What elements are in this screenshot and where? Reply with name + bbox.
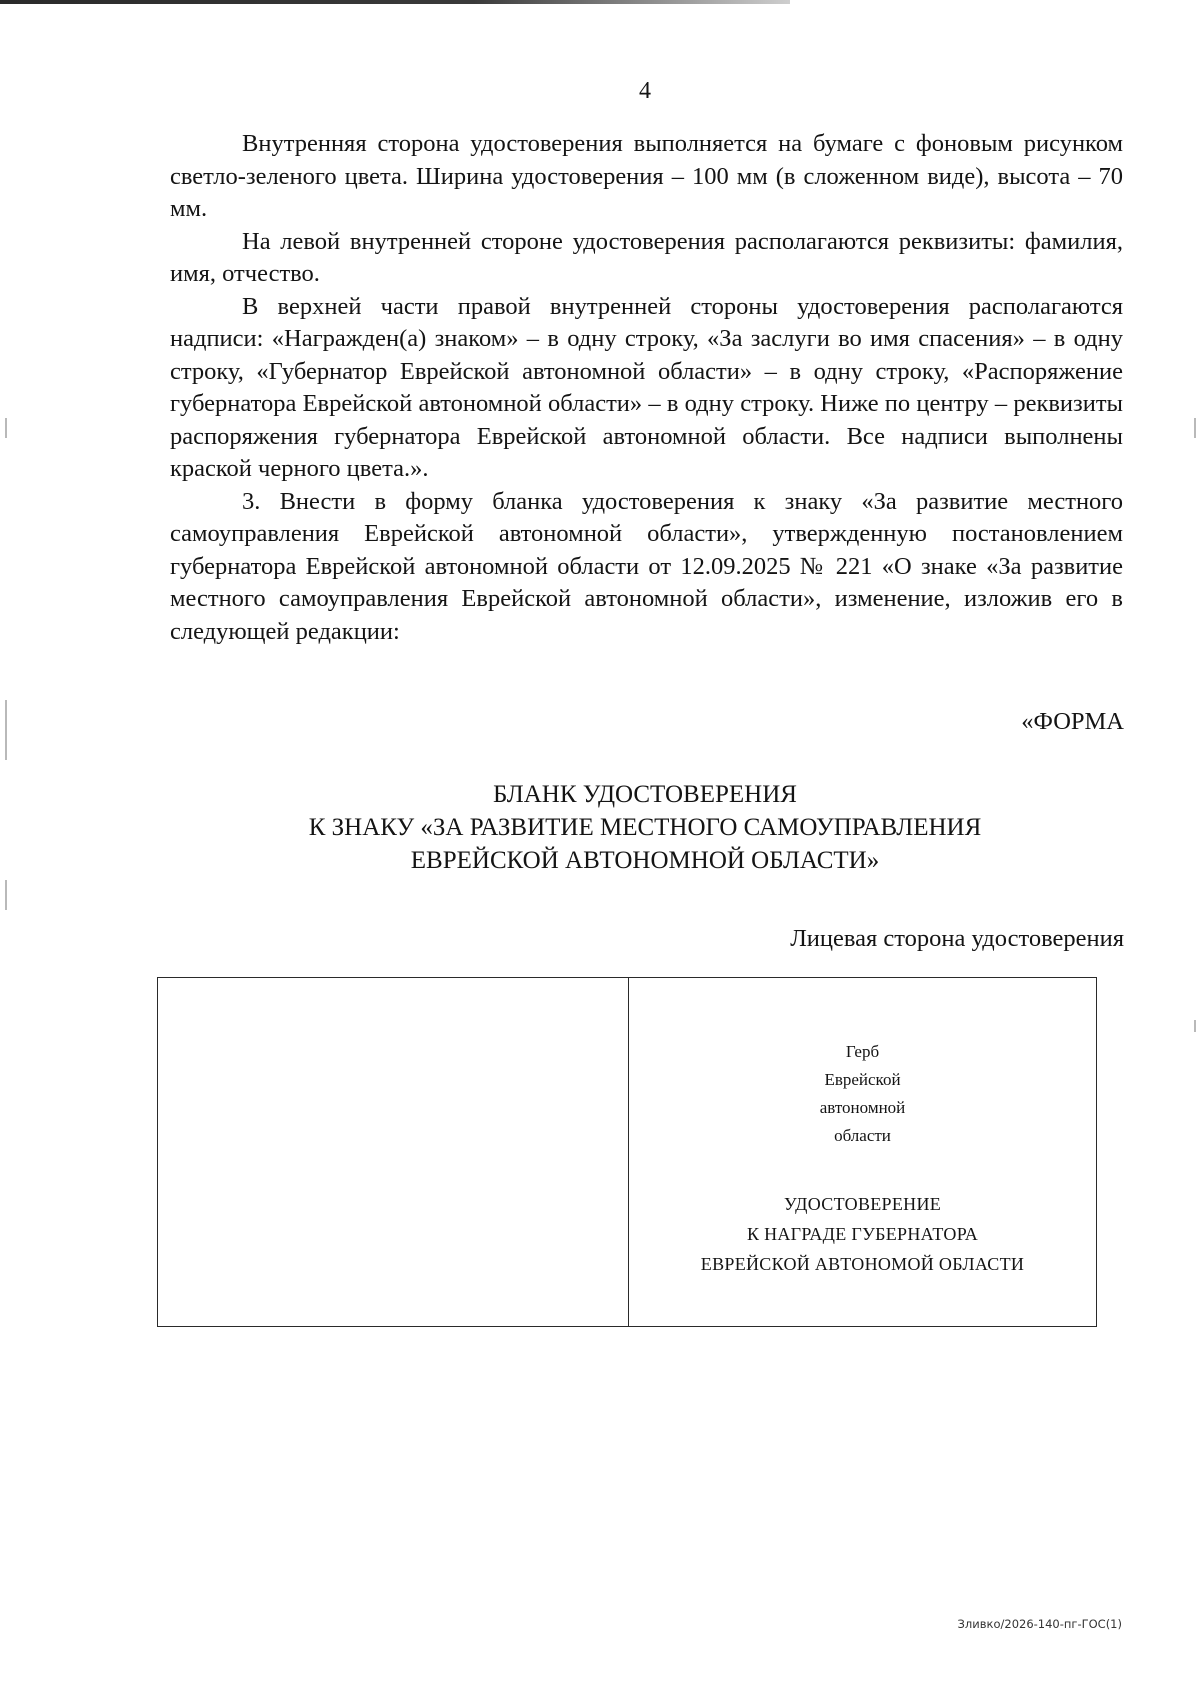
margin-mark bbox=[5, 700, 7, 760]
margin-mark bbox=[1194, 418, 1196, 438]
forma-label: «ФОРМА bbox=[1021, 708, 1124, 735]
certificate-right-panel bbox=[629, 978, 1096, 1326]
margin-mark bbox=[5, 880, 7, 910]
margin-mark bbox=[1194, 1020, 1196, 1032]
certificate-left-panel bbox=[158, 978, 629, 1326]
emblem-line-4: области bbox=[834, 1126, 891, 1145]
certificate-title-line-2: К НАГРАДЕ ГУБЕРНАТОРА bbox=[746, 1224, 979, 1244]
margin-mark bbox=[5, 418, 7, 438]
blank-title-line-3: ЕВРЕЙСКОЙ АВТОНОМНОЙ ОБЛАСТИ» bbox=[410, 847, 880, 874]
page-number: 4 bbox=[639, 78, 651, 104]
blank-title-line-1: БЛАНК УДОСТОВЕРЕНИЯ bbox=[493, 781, 797, 808]
blank-title bbox=[0, 778, 1200, 877]
certificate-title-line-1: УДОСТОВЕРЕНИЕ bbox=[783, 1194, 942, 1214]
blank-title-line-2: К ЗНАКУ «ЗА РАЗВИТИЕ МЕСТНОГО САМОУПРАВЛЕНИЯ bbox=[308, 814, 982, 841]
emblem-line-1: Герб bbox=[845, 1042, 880, 1061]
certificate-title-line-3: ЕВРЕЙСКОЙ АВТОНОМОЙ ОБЛАСТИ bbox=[700, 1254, 1025, 1274]
paragraph-background-description: Внутренняя сторона удостоверения выполняется на бумаге с фоновым рисунком светло-зеленого цвета. Ширина удостоверения – 100 мм (в сложенном виде), высота – 70 мм. bbox=[170, 130, 1123, 222]
emblem-line-3: автономной bbox=[819, 1098, 906, 1117]
paragraph-left-side-requisites: На левой внутренней стороне удостоверения располагаются реквизиты: фамилия, имя, отчество. bbox=[170, 227, 1123, 287]
emblem-line-2: Еврейской bbox=[824, 1070, 901, 1089]
body-text bbox=[170, 128, 1123, 648]
document-code: Зливко/2026-140-пг-ГОС(1) bbox=[957, 1617, 1122, 1631]
paragraph-right-side-inscriptions: В верхней части правой внутренней стороны удостоверения располагаются надписи: «Награжден(а) знаком» – в одну строку, «За заслуги во имя спасения» – в одну строку, «Губернатор Еврейской автономной области» – в одну строку, «Распоряжение губернатора Еврейской автономной области» – в одну строку. Ниже по центру – реквизиты распоряжения губернатора Еврейской автономной области. Все надписи выполнены краской черного цвета.». bbox=[170, 292, 1123, 482]
front-side-caption: Лицевая сторона удостоверения bbox=[790, 925, 1124, 952]
paragraph-amendment-item-3: 3. Внести в форму бланка удостоверения к знаку «За развитие местного самоуправления Еврейской автономной области», утвержденную постановлением губернатора Еврейской автономной области от 12.09.2025 № 221 «О знаке «За развитие местного самоуправления Еврейской автономной области», изменение, изложив его в следующей редакции: bbox=[170, 487, 1123, 645]
certificate-title bbox=[629, 1189, 1096, 1279]
emblem-placeholder bbox=[629, 1038, 1096, 1150]
scan-edge-line bbox=[0, 0, 790, 4]
certificate-form-box bbox=[157, 977, 1097, 1327]
